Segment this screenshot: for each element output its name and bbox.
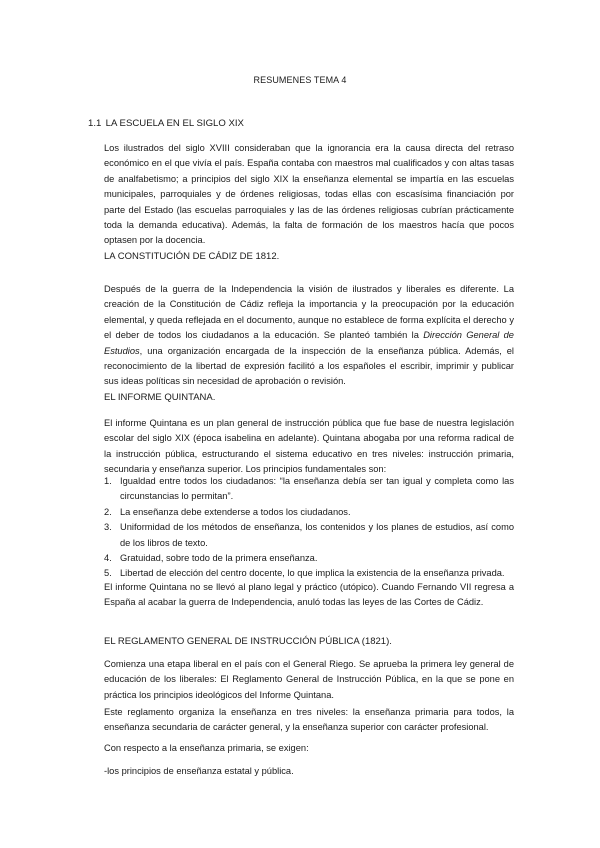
paragraph-reglamento-2: Este reglamento organiza la enseñanza en tres niveles: la enseñanza primaria para todos, la enseñanza secundaria de carácter general, y la enseñanza superior con carácter profesional.: [104, 707, 514, 733]
cadiz-text-before: Después de la guerra de la Independencia la visión de ilustrados y liberales es diferente. La creación de la Constitución de Cádiz refleja la importancia y la preocupación por la educación elemental, y queda reflejada en el documento, aunque no establece de forma explícita el derecho y el deber de todos los ciudadanos a la educación. Se planteó también la: [104, 284, 514, 341]
paragraph-informe-quintana: El informe Quintana es un plan general de instrucción pública que fue base de nuestra legislación escolar del siglo XIX (época isabelina en adelante). Quintana abogaba por una reforma radical de la instrucción pública, estructurando el sistema educativo en tres niveles: instrucción primaria, secundaria y enseñanza superior. Los principios fundamentales son:: [104, 418, 514, 475]
heading-reglamento-general: EL REGLAMENTO GENERAL DE INSTRUCCIÓN PÚBLICA (1821).: [104, 636, 392, 647]
principles-list: [104, 474, 514, 582]
section-number: 1.1: [88, 118, 102, 129]
paragraph-reglamento-3: Con respecto a la enseñanza primaria, se exigen:: [104, 743, 309, 753]
document-title: RESUMENES TEMA 4: [253, 75, 347, 85]
list-item: 2. La enseñanza debe extenderse a todos los ciudadanos.: [104, 506, 351, 517]
paragraph-reglamento-1: Comienza una etapa liberal en el país con el General Riego. Se aprueba la primera ley general de educación de los liberales: El Reglamento General de Instrucción Pública, en la que se pone en práctica los principios ideológicos del Informe Quintana.: [104, 659, 514, 700]
section-heading: [88, 118, 244, 129]
paragraph-reglamento-4: -los principios de enseñanza estatal y pública.: [104, 766, 294, 776]
heading-constitucion-cadiz: LA CONSTITUCIÓN DE CÁDIZ DE 1812.: [104, 251, 280, 262]
heading-informe-quintana: EL INFORME QUINTANA.: [104, 392, 216, 403]
list-item: 1. Igualdad entre todos los ciudadanos: “la enseñanza debía ser tan igual y completa como las circunstancias lo permitan”.: [104, 476, 514, 502]
cadiz-text-after: , una organización encargada de la inspección de la enseñanza pública. Además, el reconocimiento de la libertad de expresión facilitó a los españoles el escribir, imprimir y publicar sus ideas políticas sin necesidad de aprobación o revisión.: [104, 345, 514, 387]
paragraph-constitucion-cadiz: [104, 282, 514, 390]
cadiz-italic-term: Dirección General de Estudios: [104, 330, 514, 356]
paragraph-quintana-conclusion: El informe Quintana no se llevó al plano legal y práctico (utópico). Cuando Fernando VII regresa a España al acabar la guerra de Independencia, anuló todas las leyes de las Cortes de Cádiz.: [104, 582, 514, 608]
list-item: 4. Gratuidad, sobre todo de la primera enseñanza.: [104, 553, 318, 564]
list-item: 3. Uniformidad de los métodos de enseñanza, los contenidos y los planes de estudios, así como de los libros de texto.: [104, 522, 514, 548]
list-item: 5. Libertad de elección del centro docente, lo que implica la existencia de la enseñanza privada.: [104, 568, 505, 579]
paragraph-escuela: Los ilustrados del siglo XVIII consideraban que la ignorancia era la causa directa del retraso económico en el que vivía el país. España contaba con maestros mal cualificados y con altas tasas de analfabetismo; a principios del siglo XIX la enseñanza elemental se impartía en las escuelas municipales, parroquiales y de órdenes religiosas, todas ellas con escasísima financiación por parte del Estado (las escuelas parroquiales y las de las órdenes religiosas cubrían prácticamente toda la demanda educativa). Además, la falta de formación de los maestros hacía que pocos optasen por la docencia.: [104, 143, 514, 246]
section-title: LA ESCUELA EN EL SIGLO XIX: [105, 118, 244, 129]
